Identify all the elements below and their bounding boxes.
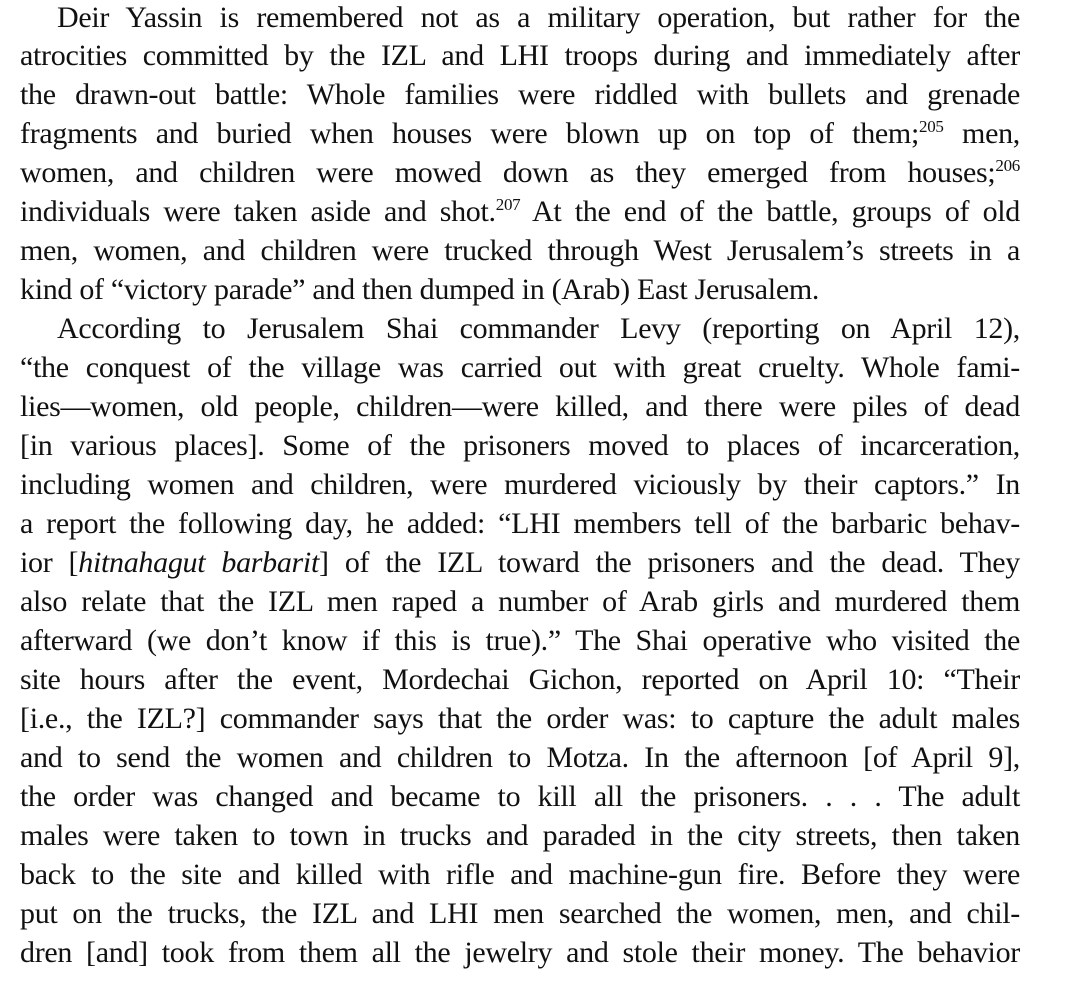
text-segment: fragments and buried when houses were blown up on top of them; [20,117,919,150]
text-line: also relate that the IZL men raped a number of Arab girls and murdered them [20,585,1020,618]
text-line: [i.e., the IZL?] commander says that the order was: to capture the adult males [20,702,1020,735]
footnote-ref: 207 [495,195,521,214]
text-line: kind of “victory parade” and then dumped in (Arab) East Jerusalem. [20,273,820,306]
text-line: “the conquest of the village was carried out with great cruelty. Whole fami- [20,351,1020,384]
footnote-ref: 205 [919,117,944,136]
text-line: the drawn-out battle: Whole families were riddled with bullets and grenade [20,78,1020,111]
text-segment: women, and children were mowed down as they emerged from houses; [20,156,996,189]
text-line: and to send the women and children to Motza. In the afternoon [of April 9], [20,741,1020,774]
text-line: a report the following day, he added: “LHI members tell of the barbaric behav- [20,507,1020,540]
text-line: men, women, and children were trucked through West Jerusalem’s streets in a [20,234,1020,267]
text-segment: men, [943,117,1020,150]
text-segment: At the end of the battle, groups of old [520,195,1021,228]
text-line: including women and children, were murdered viciously by their captors.” In [20,468,1020,501]
text-line: the order was changed and became to kill all the prisoners. . . . The adult [20,780,1020,813]
text-segment: ior [ [20,546,79,579]
text-line [20,155,1020,194]
text-line [20,116,1020,155]
text-line: lies—women, old people, children—were killed, and there were piles of dead [20,390,1020,423]
footnote-ref: 206 [995,156,1020,175]
text-line: afterward (we don’t know if this is true).” The Shai operative who visited the [20,624,1020,657]
text-segment: individuals were taken aside and shot. [20,195,496,228]
text-line: According to Jerusalem Shai commander Levy (reporting on April 12), [57,312,1020,345]
text-line [20,194,1020,233]
text-line: put on the trucks, the IZL and LHI men searched the women, men, and chil- [20,897,1020,930]
text-line: site hours after the event, Mordechai Gichon, reported on April 10: “Their [20,663,1020,696]
italic-term: hitnahagut barbarit [78,546,320,579]
text-line: dren [and] took from them all the jewelry and stole their money. The behavior [20,936,1020,969]
text-line: males were taken to town in trucks and paraded in the city streets, then taken [20,819,1020,852]
text-line [20,545,1020,584]
text-segment: ] of the IZL toward the prisoners and the dead. They [319,546,1020,579]
text-line: back to the site and killed with rifle and machine-gun fire. Before they were [20,858,1020,891]
text-line: Deir Yassin is remembered not as a military operation, but rather for the [57,1,1020,34]
body-text [20,0,1020,974]
text-line: [in various places]. Some of the prisoners moved to places of incarceration, [20,429,1020,462]
text-line: atrocities committed by the IZL and LHI troops during and immediately after [20,39,1020,72]
